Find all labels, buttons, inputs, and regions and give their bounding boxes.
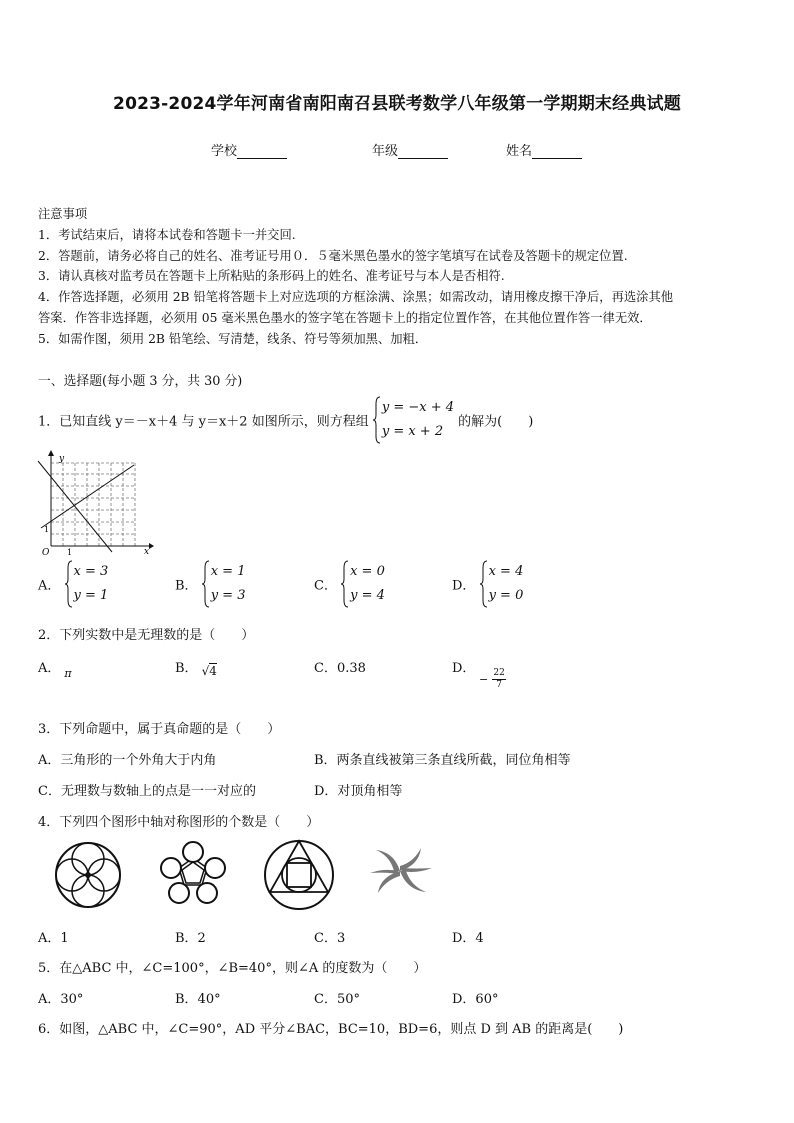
sqrt-value: 4 [209,664,217,678]
q1-eq2: y = x + 2 [381,424,444,439]
minus-sign: − [479,673,489,686]
option-line: x = 0 [350,564,385,579]
x-axis-arrow-icon [149,543,154,549]
notes-heading: 注意事项 [38,207,88,221]
fraction-numerator: 22 [493,668,505,678]
note-item: 4．作答选择题，必须用 2B 铅笔将答题卡上对应选项的方框涂满、涂黑；如需改动，请用橡皮擦干净后，再选涂其他 [38,290,674,305]
figure-pinwheel [364,846,436,896]
y-axis-label: y [59,454,65,464]
note-item: 2．答题前，请务必将自己的姓名、准考证号用０．５毫米黑色墨水的签字笔填写在试卷及答题卡的规定位置. [38,248,628,263]
brace-icon [341,560,349,608]
grade-label: 年级 [372,144,399,159]
note-item: 答案．作答非选择题，必须用 05 毫米黑色墨水的签字笔在答题卡上的指定位置作答，在其他位置作答一律无效． [38,310,652,325]
brace-icon [202,560,210,608]
q5-option-d[interactable]: D．60° [452,992,499,1007]
question-5: 5．在△ABC 中，∠C=100°，∠B=40°，则∠A 的度数为（ ） [38,961,427,976]
option-system [65,560,109,608]
q5-option-c[interactable]: C．50° [314,992,360,1007]
option-letter: D． [452,578,476,594]
brace-icon [480,560,488,608]
grade-field [372,140,448,159]
q3-option-d[interactable]: D．对顶角相等 [314,784,403,799]
exam-title: 2023-2024学年河南省南阳南召县联考数学八年级第一学期期末经典试题 [113,94,681,114]
option-line: y = 4 [350,588,385,603]
notes-block [38,204,768,350]
option-system [480,560,524,608]
option-letter: A． [38,578,61,594]
q1-graph [36,448,156,556]
q3-option-a[interactable]: A．三角形的一个外角大于内角 [38,753,217,768]
q4-option-c[interactable]: C．3 [314,931,346,946]
figure-pentagon-circles [160,840,226,906]
option-line: x = 1 [210,564,246,579]
q3-option-b[interactable]: B．两条直线被第三条直线所截，同位角相等 [314,753,571,768]
option-system [341,560,385,608]
q2-option-d[interactable] [452,657,475,676]
fraction [492,668,505,691]
q1-stem-a: 1．已知直线 y＝－x＋4 与 y＝x＋2 如图所示，则方程组 [38,414,369,430]
option-value: 0.38 [336,661,366,676]
note-item: 3．请认真核对监考员在答题卡上所粘贴的条形码上的姓名、准考证号与本人是否相符. [38,269,505,284]
option-line: y = 0 [488,588,524,603]
q2-option-c[interactable] [314,657,366,676]
figure-circle-triangle-square [263,839,335,911]
fraction-denominator: 7 [496,680,502,690]
sqrt-icon: √4 [201,664,217,678]
option-letter: C． [314,578,337,594]
q1-equation-system [373,396,454,444]
grade-blank [398,158,448,159]
name-label: 姓名 [506,144,533,159]
pi-value: π [64,667,72,680]
option-line: x = 3 [73,564,109,579]
option-line: x = 4 [488,564,524,579]
q2-option-d-value [479,668,506,691]
q4-option-d[interactable]: D．4 [452,931,484,946]
name-blank [532,158,582,159]
q5-option-b[interactable]: B．40° [175,992,221,1007]
origin-label: O [42,548,50,556]
x-axis-label: x [144,547,150,556]
q1-eq1: y = −x + 4 [381,400,454,415]
q3-option-c[interactable]: C．无理数与数轴上的点是一一对应的 [38,784,256,799]
brace-icon [373,396,381,444]
school-blank [237,158,287,159]
option-line: y = 3 [210,588,246,603]
q1-option-a[interactable] [38,560,108,608]
q1-option-d[interactable] [452,560,523,608]
option-letter: A． [38,661,61,676]
question-6: 6．如图，△ABC 中，∠C=90°，AD 平分∠BAC，BC=10，BD=6，则点 D 到 AB 的距离是( ) [38,1022,624,1037]
option-line: y = 1 [73,588,109,603]
name-field [506,140,582,159]
question-1 [38,396,533,444]
q1-stem-b: 的解为( ) [458,414,534,430]
q4-option-a[interactable]: A．1 [38,931,69,946]
option-system [202,560,246,608]
school-field [211,140,287,159]
question-3: 3．下列命题中，属于真命题的是（ ） [38,722,281,737]
option-letter: B． [175,578,198,594]
q1-option-c[interactable] [314,560,385,608]
school-label: 学校 [211,144,238,159]
option-letter: B． [175,661,198,676]
note-item: 5．如需作图，须用 2B 铅笔绘、写清楚，线条、符号等须加黑、加粗． [38,331,428,346]
graph-grid [51,463,135,546]
q4-option-b[interactable]: B．2 [175,931,206,946]
q2-option-b[interactable] [175,657,217,676]
option-letter: D． [452,661,476,676]
y-unit-label: 1 [44,525,50,534]
line-x-plus-2 [41,465,134,528]
option-letter: C． [314,661,337,676]
q2-option-a[interactable] [38,657,72,680]
q1-option-b[interactable] [175,560,245,608]
note-item: 1．考试结束后，请将本试卷和答题卡一并交回. [38,227,296,242]
q5-option-a[interactable]: A．30° [38,992,84,1007]
y-axis-arrow-icon [48,450,54,456]
figure-circle-petals [54,841,122,909]
question-4: 4．下列四个图形中轴对称图形的个数是（ ） [38,815,320,830]
question-2: 2．下列实数中是无理数的是（ ） [38,628,255,643]
brace-icon [65,560,73,608]
x-unit-label: 1 [67,548,73,556]
section-heading: 一、选择题(每小题 3 分，共 30 分) [38,374,243,389]
